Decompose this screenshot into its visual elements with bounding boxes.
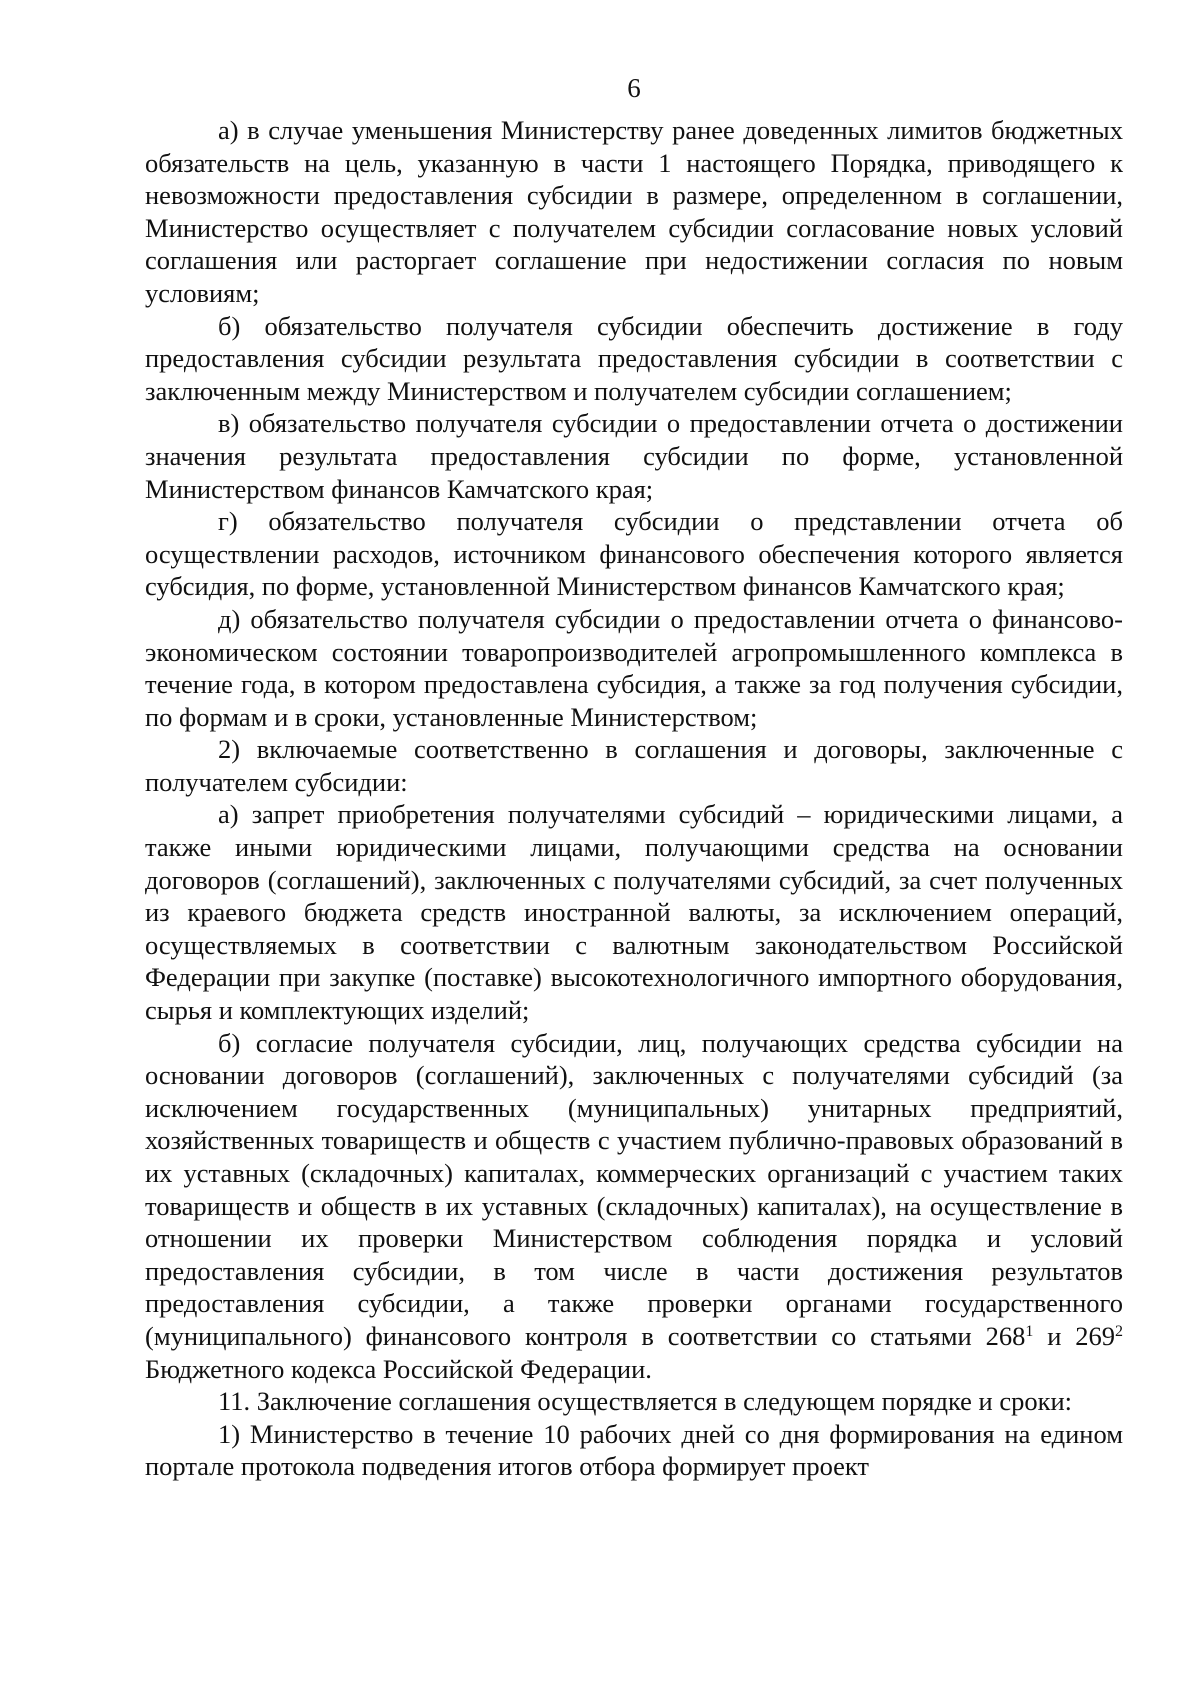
paragraph-v-report-result: в) обязательство получателя субсидии о предоставлении отчета о достижении значения результата предоставления субсидии по форме, установленной Министерством финансов Камчатского края; [145,408,1123,504]
document-page [145,72,1123,1483]
paragraph-b-consent-inspection [145,1027,1123,1386]
consent-text: б) согласие получателя субсидии, лиц, получающих средства субсидии на основании договоров (соглашений), заключенных с получателями субсидий (за исключением государственных (муниципальных) унитарных предприятий, хозяйственных товариществ и обществ с участием публично-правовых образований в их уставных (складочных) капиталах, коммерческих организаций с участием таких товариществ и обществ в их уставных (складочных) капиталах), на осуществление в отношении их проверки Министерством соблюдения порядка и условий предоставления субсидии, в том числе в части достижения результатов предоставления субсидии, а также проверки органами государственного (муниципального) финансового контроля в соответствии со статьями 268 [145,1027,1123,1351]
paragraph-1-draft-agreement: 1) Министерство в течение 10 рабочих дней со дня формирования на едином портале протокола подведения итогов отбора формирует проект [145,1418,1123,1482]
page-number: 6 [627,73,641,103]
statute-mid-text: и 269 [1033,1320,1116,1351]
paragraph-d-report-financial: д) обязательство получателя субсидии о предоставлении отчета о финансово-экономическом состоянии товаропроизводителей агропромышленного комплекса в течение года, в котором предоставлена субсидия, а также за год получения субсидии, по формам и в сроки, установленные Министерством; [145,603,1123,732]
paragraph-g-report-expenses: г) обязательство получателя субсидии о представлении отчета об осуществлении расходов, источником финансового обеспечения которого является субсидия, по форме, установленной Министерством финансов Камчатского края; [145,506,1123,602]
statute-tail-text: Бюджетного кодекса Российской Федерации. [145,1353,652,1384]
paragraph-a-limits: а) в случае уменьшения Министерству ранее доведенных лимитов бюджетных обязательств на цель, указанную в части 1 настоящего Порядка, приводящего к невозможности предоставления субсидии в размере, определенном в соглашении, Министерство осуществляет с получателем субсидии согласование новых условий соглашения или расторгает соглашение при недостижении согласия по новым условиям; [145,115,1123,308]
paragraph-a-currency-ban: а) запрет приобретения получателями субсидий – юридическими лицами, а также иными юридическими лицами, получающими средства на основании договоров (соглашений), заключенных с получателями субсидий, за счет полученных из краевого бюджета средств иностранной валюты, за исключением операций, осуществляемых в соответствии с валютным законодательством Российской Федерации при закупке (поставке) высокотехнологичного импортного оборудования, сырья и комплектующих изделий; [145,799,1123,1026]
article-269-superscript: 2 [1115,1322,1124,1340]
paragraph-11-agreement-procedure: 11. Заключение соглашения осуществляется в следующем порядке и сроки: [218,1386,1073,1417]
article-268-superscript: 1 [1025,1322,1034,1340]
paragraph-2-included-terms: 2) включаемые соответственно в соглашения и договоры, заключенные с получателем субсидии: [145,734,1123,797]
paragraph-b-result: б) обязательство получателя субсидии обеспечить достижение в году предоставления субсидии результата предоставления субсидии в соответствии с заключенным между Министерством и получателем субсидии соглашением; [145,310,1123,406]
